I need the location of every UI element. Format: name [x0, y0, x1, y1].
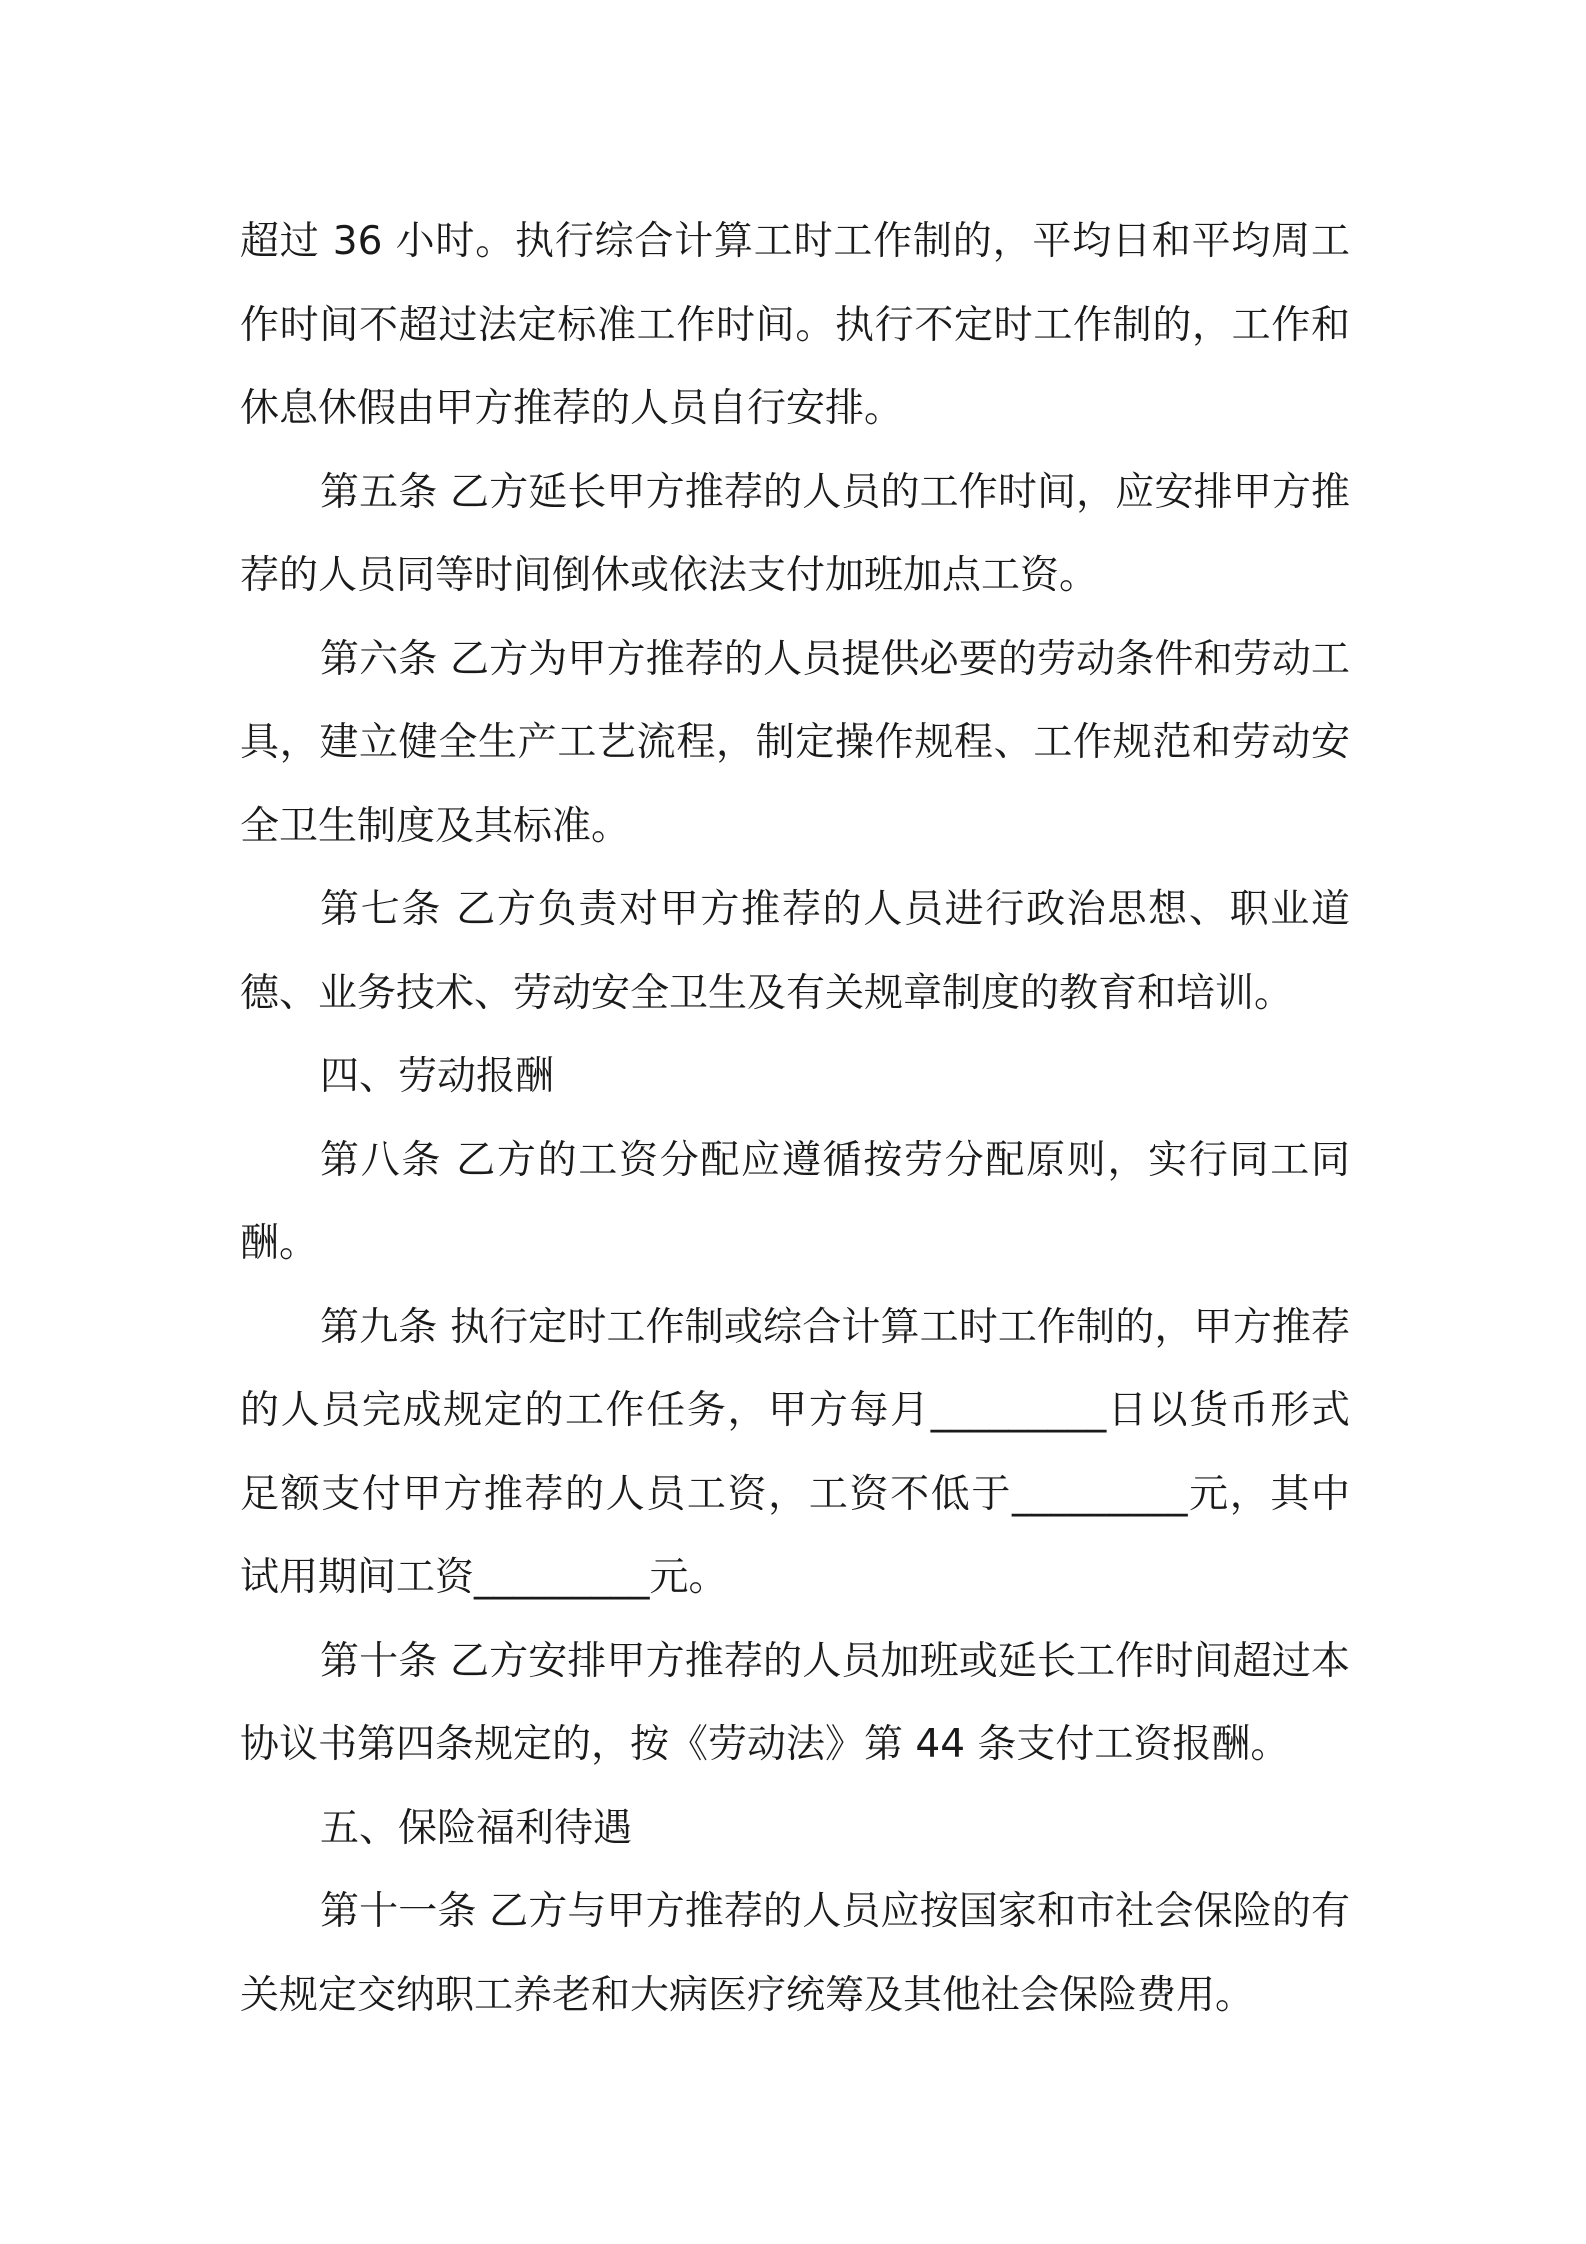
article-5: 第五条 乙方延长甲方推荐的人员的工作时间，应安排甲方推荐的人员同等时间倒休或依法支付加班加点工资。	[240, 469, 1350, 598]
article-8: 第八条 乙方的工资分配应遵循按劳分配原则，实行同工同酬。	[240, 1137, 1350, 1266]
article-10: 第十条 乙方安排甲方推荐的人员加班或延长工作时间超过本协议书第四条规定的，按《劳动法》第 44 条支付工资报酬。	[240, 1638, 1350, 1767]
section-heading-insurance-welfare: 五、保险福利待遇	[320, 1805, 633, 1851]
article-9: 第九条 执行定时工作制或综合计算工时工作制的，甲方推荐的人员完成规定的工作任务，甲方每月_________日以货币形式足额支付甲方推荐的人员工资，工资不低于_________元，其中试用期间工资_________元。	[240, 1304, 1350, 1600]
section-heading-labor-compensation: 四、劳动报酬	[320, 1054, 555, 1099]
paragraph-continuation: 超过 36 小时。执行综合计算工时工作制的，平均日和平均周工作时间不超过法定标准工作时间。执行不定时工作制的，工作和休息休假由甲方推荐的人员自行安排。	[240, 219, 1350, 431]
article-7: 第七条 乙方负责对甲方推荐的人员进行政治思想、职业道德、业务技术、劳动安全卫生及有关规章制度的教育和培训。	[240, 887, 1350, 1016]
document-body	[240, 200, 1350, 2037]
article-6: 第六条 乙方为甲方推荐的人员提供必要的劳动条件和劳动工具，建立健全生产工艺流程，制定操作规程、工作规范和劳动安全卫生制度及其标准。	[240, 636, 1350, 849]
article-11: 第十一条 乙方与甲方推荐的人员应按国家和市社会保险的有关规定交纳职工养老和大病医疗统筹及其他社会保险费用。	[240, 1889, 1350, 2018]
